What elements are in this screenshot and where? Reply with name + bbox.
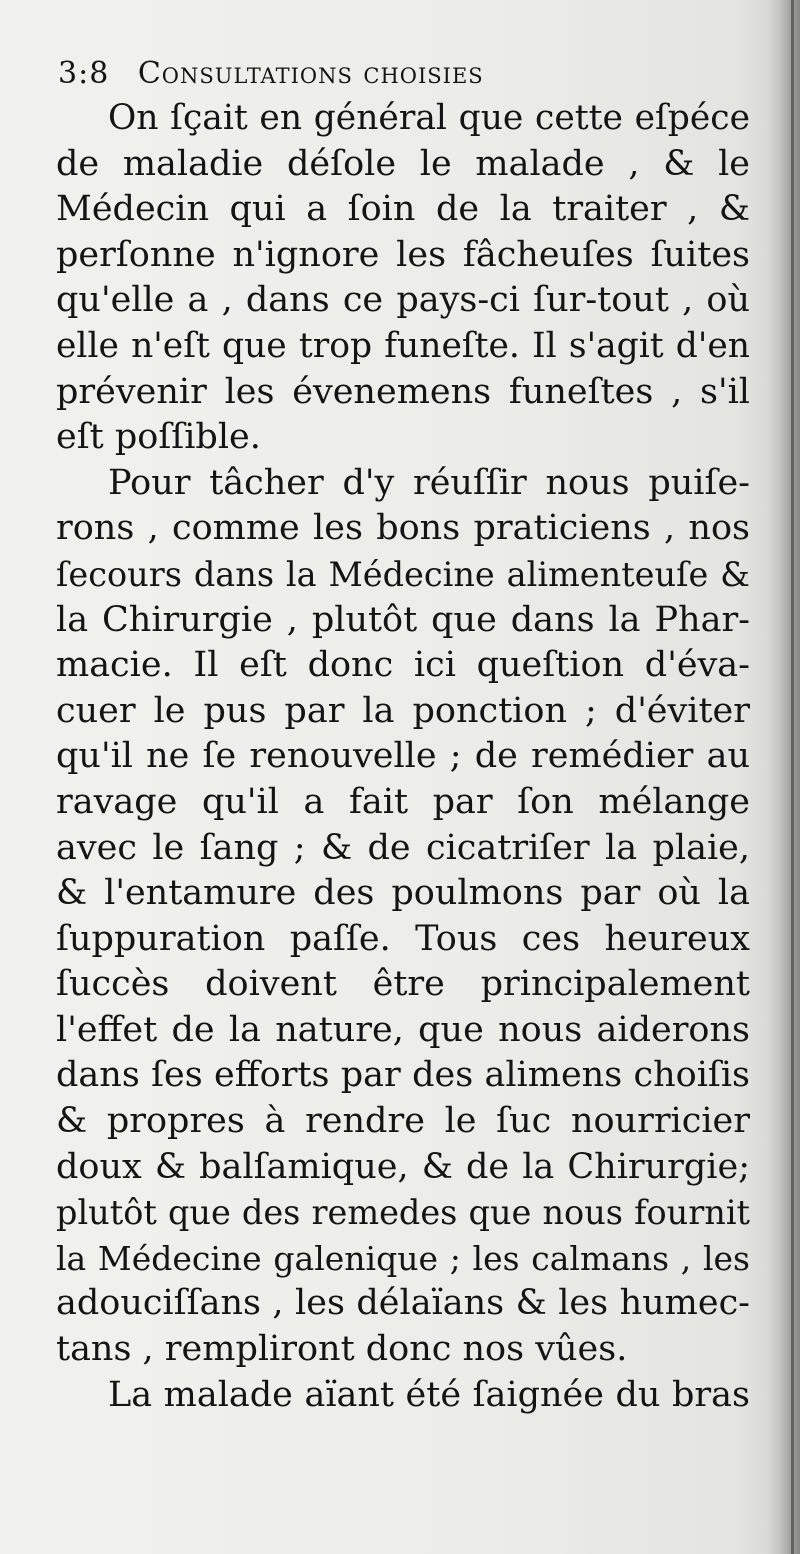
text-line: prévenir les évenemens funeſtes , s'il [56, 371, 750, 412]
text-line: cuer le pus par la ponction ; d'éviter [56, 690, 750, 731]
text-line: ſecours dans la Médecine alimenteuſe & [56, 554, 750, 594]
text-line: tans , rempliront donc nos vûes. [56, 1329, 628, 1370]
text-line: avec le ſang ; & de cicatriſer la plaie, [56, 827, 750, 868]
text-line: & l'entamure des poulmons par où la [56, 873, 750, 914]
text-line: macie. Il eſt donc ici queſtion d'éva- [56, 645, 750, 686]
text-line: l'effet de la nature, que nous aiderons [56, 1009, 750, 1050]
text-line: ſuppuration paſſe. Tous ces heureux [56, 918, 750, 959]
text-line: la Médecine galenique ; les calmans , les [56, 1238, 750, 1278]
text-line: qu'il ne ſe renouvelle ; de remédier au [56, 736, 750, 777]
text-line: Pour tâcher d'y réuſſir nous puiſe- [108, 462, 750, 503]
running-header [58, 48, 748, 100]
text-line: ravage qu'il a fait par ſon mélange [56, 781, 750, 822]
text-line: de maladie déſole le malade , & le [56, 143, 750, 184]
page-gutter-shadow [766, 0, 800, 1554]
text-line: elle n'eſt que trop funeſte. Il s'agit d'en [56, 325, 750, 366]
text-line: la Chirurgie , plutôt que dans la Phar- [56, 599, 750, 640]
text-line: & propres à rendre le ſuc nourricier [56, 1101, 750, 1142]
text-line: perſonne n'ignore les fâcheuſes ſuites [56, 234, 750, 275]
text-line: adouciſſans , les délaïans & les humec- [56, 1283, 750, 1324]
page-number: 3:8 [58, 56, 110, 91]
text-line: qu'elle a , dans ce pays-ci ſur-tout , où [56, 280, 750, 321]
text-line: eſt poſſible. [56, 417, 261, 458]
text-line: Médecin qui a ſoin de la traiter , & [56, 189, 750, 230]
body-text [56, 96, 750, 1418]
text-line: doux & balſamique, & de la Chirurgie; [56, 1146, 750, 1187]
page-binding-edge [791, 0, 794, 1554]
text-line: ſuccès doivent être principalement [56, 964, 750, 1005]
text-line: La malade aïant été ſaignée du bras [108, 1374, 750, 1415]
text-line: On ſçait en général que cette eſpéce [108, 98, 750, 138]
text-line: rons , comme les bons praticiens , nos [56, 508, 750, 549]
running-title: Consultations choisies [137, 56, 484, 91]
text-line: plutôt que des remedes que nous fournit [56, 1193, 750, 1233]
text-line: dans ſes efforts par des alimens choiſis [56, 1055, 750, 1096]
